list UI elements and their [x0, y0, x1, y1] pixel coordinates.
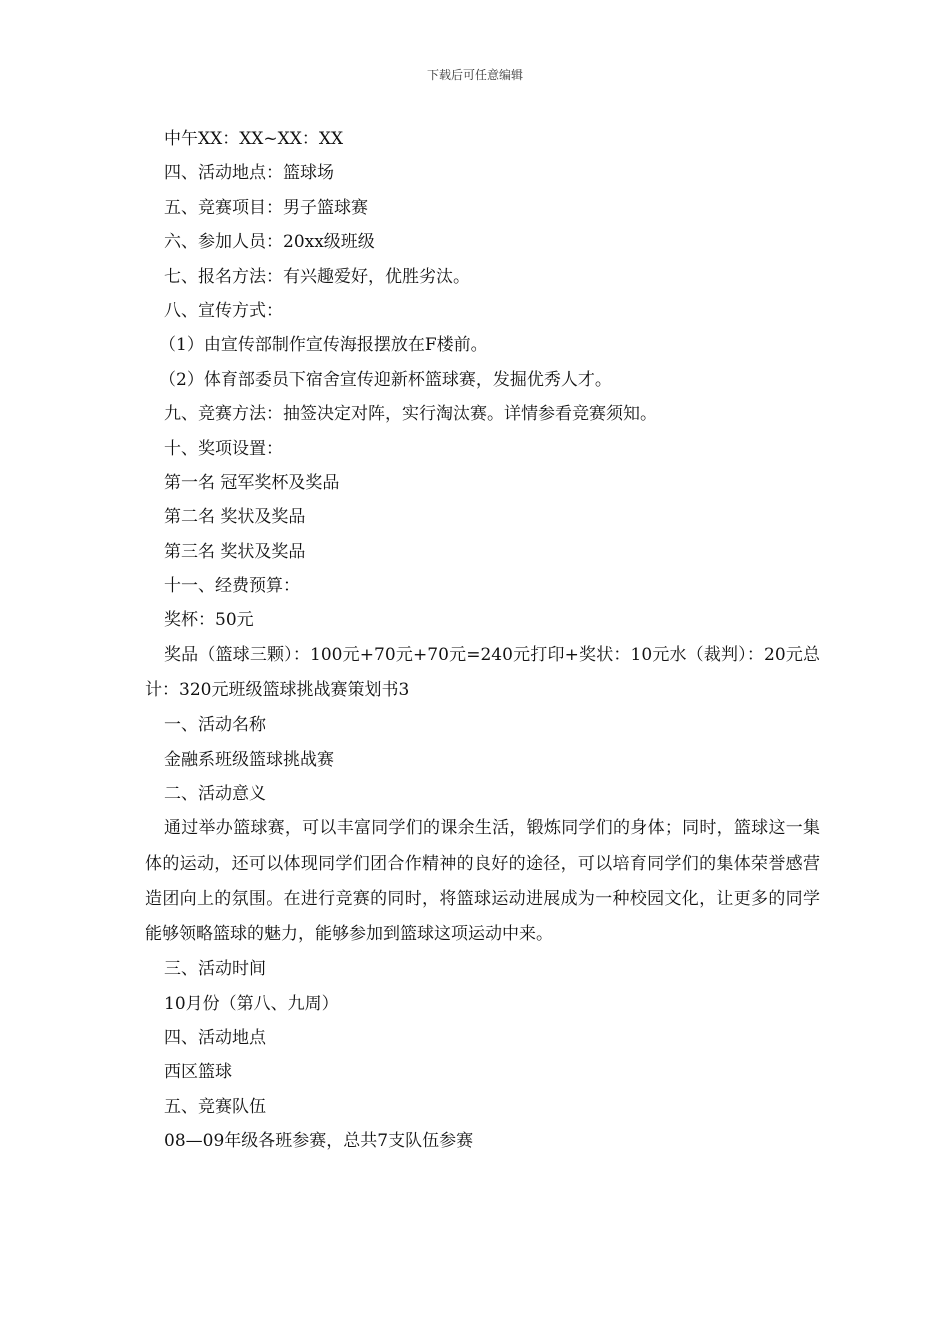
paragraph-budget: 奖品（篮球三颗）：100元+70元+70元=240元打印+奖状：10元水（裁判）：20元总计：320元班级篮球挑战赛策划书3 [145, 644, 820, 701]
text-line: 08—09年级各班参赛，总共7支队伍参赛 [164, 1131, 474, 1152]
text-line: 10月份（第八、九周） [164, 993, 339, 1014]
text-line: 三、活动时间 [164, 959, 266, 980]
text-line: 六、参加人员：20xx级班级 [164, 232, 375, 253]
page-header: 下载后可任意编辑 [426, 68, 523, 82]
text-line: 五、竞赛队伍 [164, 1096, 266, 1117]
text-line: 金融系班级篮球挑战赛 [164, 749, 334, 770]
text-line: 中午XX：XX~XX：XX [164, 129, 344, 149]
text-line: 十、奖项设置： [164, 438, 283, 459]
text-line: 九、竞赛方法：抽签决定对阵，实行淘汰赛。详情参看竞赛须知。 [164, 404, 657, 425]
text-line: （2）体育部委员下宿舍宣传迎新杯篮球赛，发掘优秀人才。 [159, 369, 612, 390]
text-line: 第二名 奖状及奖品 [164, 507, 306, 528]
text-line: 五、竞赛项目：男子篮球赛 [164, 197, 368, 218]
text-line: （1）由宣传部制作宣传海报摆放在F楼前。 [159, 335, 488, 356]
text-line: 八、宣传方式： [164, 300, 283, 321]
text-line: 十一、经费预算： [164, 576, 300, 597]
text-line: 奖杯：50元 [164, 610, 254, 631]
section-activity-intro [145, 708, 820, 811]
text-line: 二、活动意义 [164, 784, 266, 805]
section-activity-details [145, 952, 820, 1158]
text-line: 第三名 奖状及奖品 [164, 541, 306, 562]
text-line: 七、报名方法：有兴趣爱好，优胜劣汰。 [164, 266, 470, 287]
section-schedule [145, 122, 820, 638]
text-line: 四、活动地点：篮球场 [164, 163, 334, 184]
document-body [145, 122, 820, 1159]
text-line: 第一名 冠军奖杯及奖品 [164, 472, 340, 493]
paragraph-meaning: 通过举办篮球赛，可以丰富同学们的课余生活，锻炼同学们的身体；同时，篮球这一集体的运动，还可以体现同学们团合作精神的良好的途径，可以培育同学们的集体荣誉感营造团向上的氛围。在进行竞赛的同时，将篮球运动进展成为一种校园文化，让更多的同学能够领略篮球的魅力，能够参加到篮球这项运动中来。 [145, 818, 820, 945]
text-line: 一、活动名称 [164, 715, 266, 736]
text-line: 四、活动地点 [164, 1028, 266, 1049]
text-line: 西区篮球 [164, 1062, 232, 1083]
